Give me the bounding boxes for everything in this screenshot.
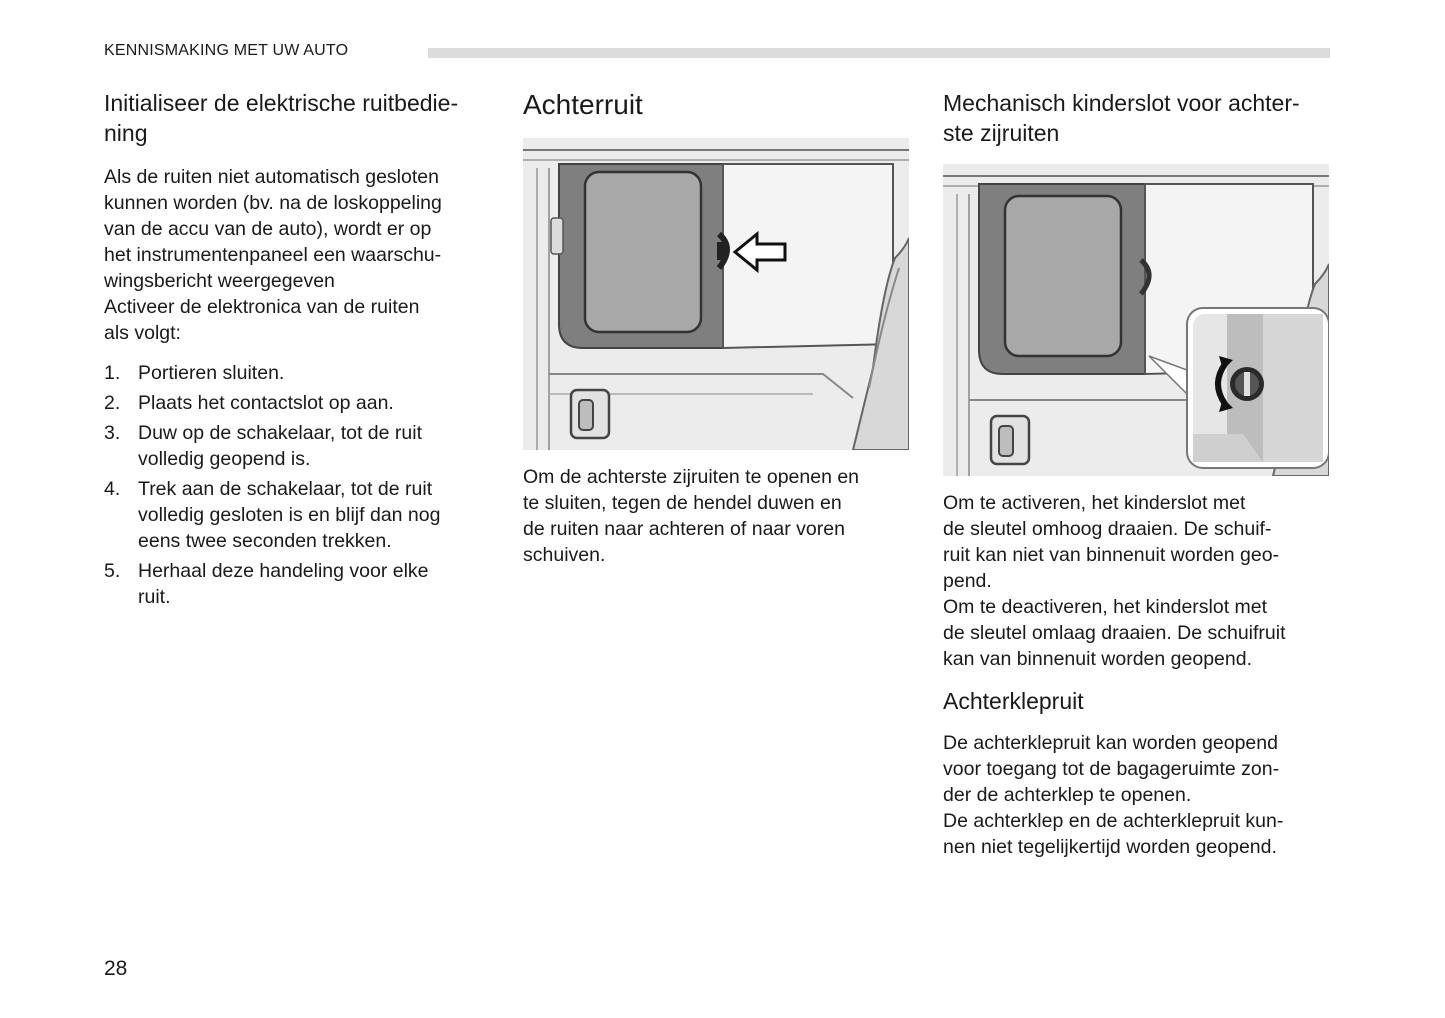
text-line: nen niet tegelijkertijd worden geopend. xyxy=(943,836,1277,858)
text-line: kunnen worden (bv. na de loskoppeling xyxy=(104,192,442,214)
step-text: eens twee seconden trekken. xyxy=(138,530,392,552)
section-title: KENNISMAKING MET UW AUTO xyxy=(104,42,349,59)
heading-line: ning xyxy=(104,120,148,146)
step-number: 3. xyxy=(104,422,121,444)
text-line: De achterklepruit kan worden geopend xyxy=(943,732,1278,754)
text-line: der de achterklep te openen. xyxy=(943,784,1192,806)
intro-paragraph xyxy=(104,164,486,346)
text-line: schuiven. xyxy=(523,544,606,566)
heading-line: ste zijruiten xyxy=(943,120,1060,146)
text-line: de ruiten naar achteren of naar voren xyxy=(523,518,845,540)
header-rule xyxy=(428,48,1330,58)
text-line: als volgt: xyxy=(104,322,181,344)
step-text: Plaats het contactslot op aan. xyxy=(138,392,394,414)
list-item xyxy=(104,420,486,472)
sliding-window-illustration xyxy=(523,138,909,450)
step-number: 1. xyxy=(104,362,121,384)
list-item xyxy=(104,476,486,554)
heading-line: Mechanisch kinderslot voor achter- xyxy=(943,90,1300,116)
page-header xyxy=(104,42,1330,62)
heading-achterklepruit: Achterklepruit xyxy=(943,688,1084,714)
step-number: 2. xyxy=(104,392,121,414)
child-lock-illustration xyxy=(943,164,1329,476)
column-rear-window xyxy=(523,88,909,568)
text-line: het instrumentenpaneel een waarschu- xyxy=(104,244,442,266)
tailgate-window-paragraph xyxy=(943,730,1329,860)
step-text: Herhaal deze handeling voor elke xyxy=(138,560,429,582)
text-line: Om de achterste zijruiten te openen en xyxy=(523,466,860,488)
text-line: de sleutel omhoog draaien. De schuif- xyxy=(943,518,1272,540)
list-item xyxy=(104,558,486,610)
text-line: ruit kan niet van binnenuit worden geo- xyxy=(943,544,1280,566)
list-item xyxy=(104,390,486,416)
step-text: volledig geopend is. xyxy=(138,448,311,470)
step-text: ruit. xyxy=(138,586,171,608)
page-number: 28 xyxy=(104,957,128,980)
text-line: Activeer de elektronica van de ruiten xyxy=(104,296,420,318)
step-text: volledig gesloten is en blijf dan nog xyxy=(138,504,441,526)
step-text: Trek aan de schakelaar, tot de ruit xyxy=(138,478,433,500)
text-line: van de accu van de auto), wordt er op xyxy=(104,218,432,240)
step-text: Duw op de schakelaar, tot de ruit xyxy=(138,422,422,444)
heading-child-lock xyxy=(943,88,1329,148)
heading-initialise-windows xyxy=(104,88,486,148)
heading-line: Initialiseer de elektrische ruitbedie- xyxy=(104,90,459,116)
heading-achterruit: Achterruit xyxy=(523,89,643,120)
text-line: kan van binnenuit worden geopend. xyxy=(943,648,1252,670)
text-line: voor toegang tot de bagageruimte zon- xyxy=(943,758,1280,780)
text-line: Om te deactiveren, het kinderslot met xyxy=(943,596,1268,618)
steps-list xyxy=(104,360,486,610)
child-lock-paragraph xyxy=(943,490,1329,672)
step-number: 4. xyxy=(104,478,121,500)
step-text: Portieren sluiten. xyxy=(138,362,285,384)
text-line: te sluiten, tegen de hendel duwen en xyxy=(523,492,842,514)
column-window-initialisation xyxy=(104,88,486,614)
column-child-lock xyxy=(943,88,1329,860)
text-line: Om te activeren, het kinderslot met xyxy=(943,492,1246,514)
rear-window-caption xyxy=(523,464,909,568)
text-line: Als de ruiten niet automatisch gesloten xyxy=(104,166,439,188)
text-line: wingsbericht weergegeven xyxy=(104,270,335,292)
list-item xyxy=(104,360,486,386)
text-line: de sleutel omlaag draaien. De schuifruit xyxy=(943,622,1286,644)
step-number: 5. xyxy=(104,560,121,582)
text-line: De achterklep en de achterklepruit kun- xyxy=(943,810,1284,832)
text-line: pend. xyxy=(943,570,992,592)
